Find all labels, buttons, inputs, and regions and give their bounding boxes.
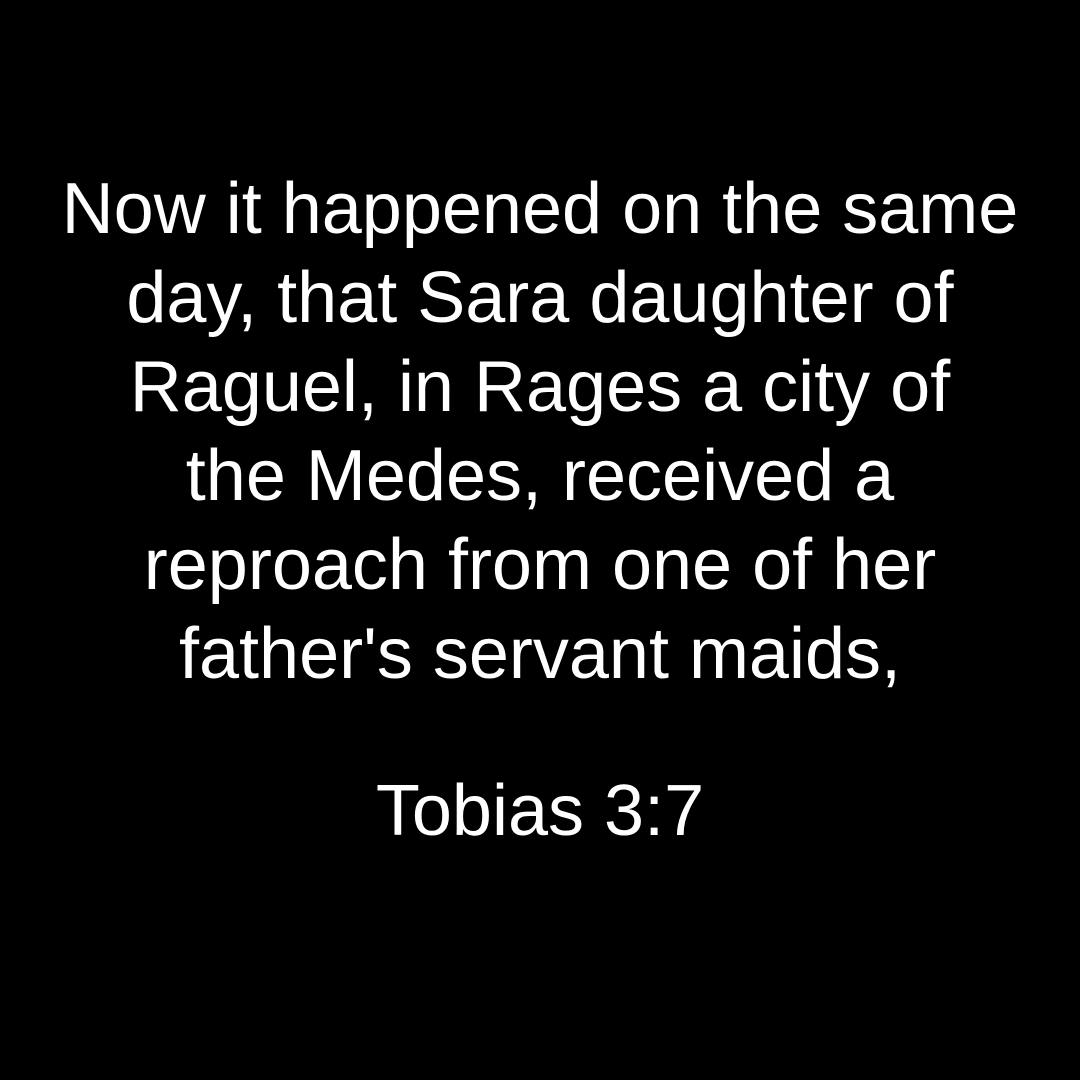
verse-line: reproach from one of her xyxy=(143,525,937,605)
verse-line: day, that Sara daughter of xyxy=(126,258,954,338)
verse-line: father's servant maids, xyxy=(178,614,902,694)
verse-text xyxy=(0,165,1080,699)
verse-line: the Medes, received a xyxy=(185,436,895,516)
verse-line: Now it happened on the same xyxy=(61,169,1019,249)
verse-reference: Tobias 3:7 xyxy=(375,771,705,851)
verse-line: Raguel, in Rages a city of xyxy=(129,347,951,427)
